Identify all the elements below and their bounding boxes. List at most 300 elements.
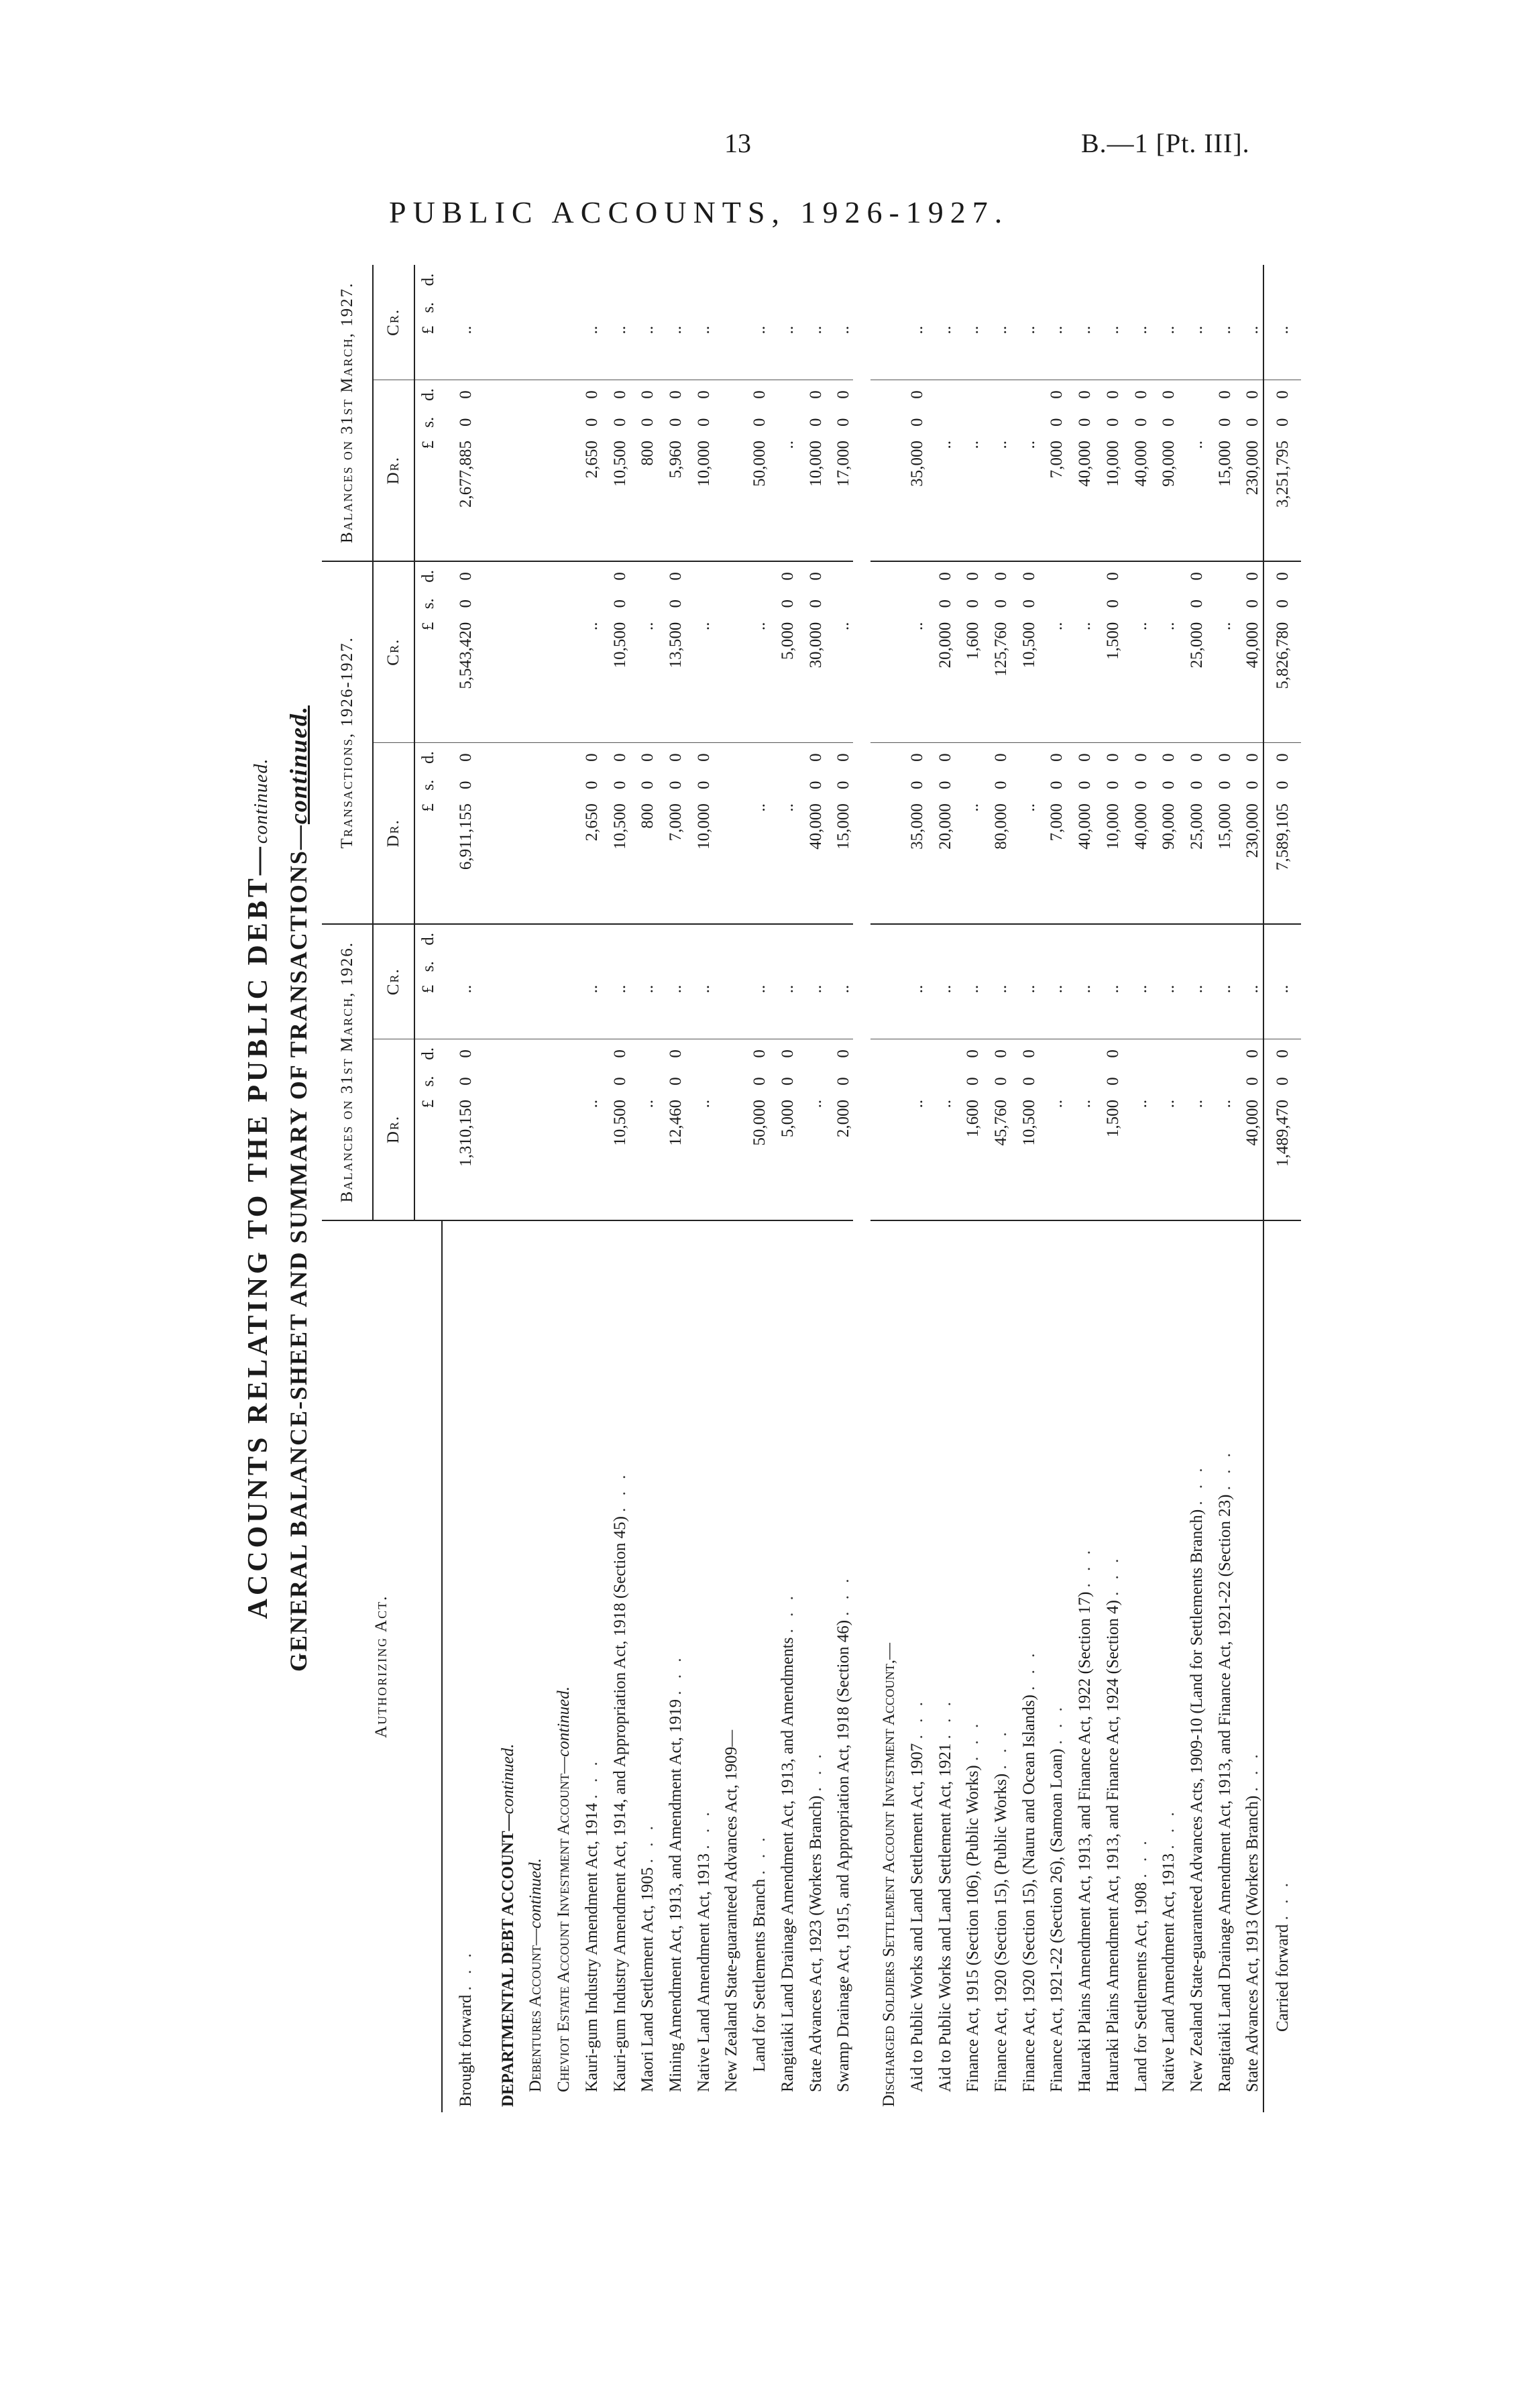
b27dr-pounds: .. <box>778 441 797 449</box>
b27cr-shillings <box>1151 294 1179 321</box>
trdr-pounds: 40,000 <box>1131 803 1150 850</box>
pence-unit: d. <box>414 1039 442 1068</box>
trcr-pounds: 5,000 <box>778 622 797 660</box>
b27dr-pounds: 50,000 <box>750 441 769 487</box>
trcr-pounds: 5,543,420 <box>456 622 475 689</box>
b26cr-shillings <box>602 954 630 980</box>
b27cr-shillings <box>442 294 490 321</box>
transactions-header: Transactions, 1926-1927. <box>322 561 373 924</box>
trdr-shillings <box>741 772 769 798</box>
act-cell <box>518 1220 546 2112</box>
trdr-pounds: 10,500 <box>610 803 629 850</box>
trcr-pounds: 10,500 <box>610 622 629 669</box>
trcr-shillings <box>826 591 854 617</box>
b27dr-shillings: 0 <box>667 418 685 426</box>
trcr-shillings: 0 <box>964 599 982 608</box>
trcr-pence <box>826 561 854 591</box>
act-cell <box>769 1220 797 2112</box>
b26cr-pounds: .. <box>1076 984 1094 994</box>
b26dr-shillings: 0 <box>610 1077 629 1086</box>
b26cr-shillings <box>518 954 546 980</box>
trdr-pence <box>714 742 742 772</box>
b27dr-pence <box>870 380 899 409</box>
b26dr-shillings <box>714 1068 742 1094</box>
dot-leader: . . . <box>778 1592 797 1633</box>
act-cell <box>1094 1220 1123 2112</box>
dot-leader: . . . <box>834 1574 853 1616</box>
trcr-shillings <box>1066 591 1094 617</box>
b27cr-pence <box>741 265 769 294</box>
pence-unit: d. <box>414 561 442 591</box>
dot-leader: . . . <box>1048 1703 1066 1745</box>
carried-forward-label: Carried forward <box>1273 1924 1292 2032</box>
b26cr-pounds <box>518 980 546 1039</box>
trcr-pence <box>1206 561 1235 591</box>
b27cr-shillings <box>1066 294 1094 321</box>
b26dr-total-pence: 0 <box>1263 1039 1301 1068</box>
b27dr-pounds: 10,000 <box>694 441 713 487</box>
dot-leader: . . . <box>1187 1464 1206 1505</box>
b27dr-shillings: 0 <box>806 418 825 426</box>
b27dr-pounds: 35,000 <box>907 441 926 487</box>
b27cr-pence <box>602 265 630 294</box>
b27cr-shillings <box>1206 294 1235 321</box>
trdr-pence <box>1011 742 1039 772</box>
trdr-pounds <box>545 798 573 924</box>
pence-unit: d. <box>419 273 437 286</box>
trdr-pounds: 230,000 <box>1243 803 1262 858</box>
b27cr-pence <box>573 265 602 294</box>
b27cr-pence <box>826 265 854 294</box>
dot-leader: . . . <box>964 1719 982 1762</box>
trdr-shillings: 0 <box>907 781 926 790</box>
b27cr-pounds: .. <box>1243 325 1262 335</box>
trcr-pence <box>685 561 714 591</box>
table-row <box>899 265 927 2112</box>
trcr-shillings <box>1123 591 1151 617</box>
b26dr-pounds: 40,000 <box>1243 1099 1262 1146</box>
total-row <box>1263 265 1301 2112</box>
trdr-shillings: 0 <box>1215 781 1234 790</box>
b27cr-shillings <box>545 294 573 321</box>
b27cr-pounds: .. <box>1019 325 1038 335</box>
b26dr-shillings: 0 <box>778 1077 797 1086</box>
b27dr-pence: 0 <box>1151 380 1179 409</box>
trcr-shillings <box>1206 591 1235 617</box>
b26cr-pence <box>982 924 1011 954</box>
b27cr-total-pounds: .. <box>1263 321 1301 380</box>
b27cr-pounds <box>714 321 742 380</box>
b26dr-pence <box>927 1039 955 1068</box>
act-name: Kauri-gum Industry Amendment Act, 1914, and Appropriation Act, 1918 (Section 45) <box>610 1516 629 2092</box>
table-row <box>1235 265 1263 2112</box>
trdr-shillings: 0 <box>834 781 853 790</box>
b27cr-shillings <box>518 294 546 321</box>
b27dr-pounds: 10,000 <box>1103 441 1122 487</box>
b26dr-pence: 0 <box>442 1039 490 1068</box>
b26cr-shillings <box>1094 954 1123 980</box>
b26cr-pence <box>826 924 854 954</box>
b27dr-pounds: 10,000 <box>806 441 825 487</box>
b27cr-pence <box>1011 265 1039 294</box>
b26dr-pounds: 10,500 <box>1019 1099 1038 1146</box>
b26dr-pence <box>1039 1039 1067 1068</box>
act-cell <box>955 1220 983 2112</box>
b27dr-shillings <box>490 409 518 435</box>
dot-leader: . . . <box>457 1949 475 1991</box>
b26cr-shillings <box>1011 954 1039 980</box>
b27cr-shillings <box>685 294 714 321</box>
act-cell <box>1039 1220 1067 2112</box>
trcr-shillings: 0 <box>1019 599 1038 608</box>
trcr-pounds: .. <box>1215 622 1234 631</box>
trdr-shillings: 0 <box>667 781 685 790</box>
trcr-pence <box>545 561 573 591</box>
trdr-pounds: 90,000 <box>1160 803 1178 850</box>
b27dr-pence: 0 <box>442 380 490 409</box>
b27cr-shillings <box>630 294 658 321</box>
trdr-total-shillings: 0 <box>1263 772 1301 798</box>
b27cr-shillings <box>1178 294 1206 321</box>
b27cr-pounds: .. <box>750 325 769 335</box>
b26dr-pence <box>630 1039 658 1068</box>
table-row <box>545 265 573 2112</box>
trdr-pence: 0 <box>982 742 1011 772</box>
b27dr-pounds: .. <box>964 441 982 449</box>
b26dr-shillings <box>1151 1068 1179 1094</box>
cr-header: Cr. <box>373 924 414 1039</box>
dot-leader: . . . <box>907 1698 926 1739</box>
trdr-pence: 0 <box>1151 742 1179 772</box>
b26dr-pounds: 1,600 <box>964 1099 982 1138</box>
trcr-pounds: .. <box>694 622 713 631</box>
b27cr-pence <box>1235 265 1263 294</box>
act-name: Rangitaiki Land Drainage Amendment Act, 1913, and Finance Act, 1921-22 (Section 23) <box>1215 1494 1234 2092</box>
b27dr-pounds: .. <box>991 441 1010 449</box>
pound-unit: £ <box>419 803 437 812</box>
trcr-pence <box>573 561 602 591</box>
b27dr-shillings: 0 <box>1160 418 1178 426</box>
trcr-shillings: 0 <box>456 599 475 608</box>
b27cr-pounds: .. <box>1187 325 1206 335</box>
b26dr-pounds: .. <box>694 1099 713 1108</box>
trcr-shillings <box>685 591 714 617</box>
b26cr-pence <box>573 924 602 954</box>
b27dr-pence <box>927 380 955 409</box>
b27dr-shillings <box>714 409 742 435</box>
b27cr-pence <box>927 265 955 294</box>
act-name: Finance Act, 1920 (Section 15), (Public Works) <box>991 1773 1010 2092</box>
act-name: Land for Settlements Branch <box>750 1878 769 2072</box>
b26cr-pounds: .. <box>1243 984 1262 994</box>
act-cell <box>714 1220 742 2112</box>
b27dr-pence: 0 <box>685 380 714 409</box>
b27cr-pence <box>1123 265 1151 294</box>
b26dr-pounds: 45,760 <box>991 1099 1010 1146</box>
b26dr-pounds: .. <box>936 1099 954 1108</box>
trcr-pence <box>490 561 518 591</box>
b26cr-pounds: .. <box>907 984 926 994</box>
b27dr-pence: 0 <box>1039 380 1067 409</box>
trcr-pounds <box>490 617 518 743</box>
b26cr-pounds: .. <box>456 984 475 994</box>
b26cr-pence <box>1039 924 1067 954</box>
b26dr-pounds: 5,000 <box>778 1099 797 1138</box>
trdr-pounds: 25,000 <box>1187 803 1206 850</box>
b27dr-pounds: 10,500 <box>610 441 629 487</box>
b27dr-pence <box>769 380 797 409</box>
sheet-subheading-text: GENERAL BALANCE-SHEET AND SUMMARY OF TRANSACTIONS— <box>285 824 312 1672</box>
b26cr-pounds: .. <box>778 984 797 994</box>
table-row <box>741 265 769 2112</box>
act-name: New Zealand State-guaranteed Advances Act, 1909— <box>722 1729 741 2092</box>
b27cr-pounds: .. <box>907 325 926 335</box>
trcr-pounds: .. <box>1048 622 1066 631</box>
act-cell <box>1263 1220 1301 2112</box>
act-cell <box>1123 1220 1151 2112</box>
trdr-total-pence: 0 <box>1263 742 1301 772</box>
dot-leader: . . . <box>750 1833 769 1875</box>
b26dr-shillings: 0 <box>834 1077 853 1086</box>
b27cr-pounds: .. <box>991 325 1010 335</box>
trcr-shillings: 0 <box>991 599 1010 608</box>
b26dr-shillings: 0 <box>1019 1077 1038 1086</box>
trdr-pence: 0 <box>826 742 854 772</box>
b26cr-shillings <box>630 954 658 980</box>
b27cr-pence <box>870 265 899 294</box>
b26dr-pounds: .. <box>907 1099 926 1108</box>
b26cr-pence <box>442 924 490 954</box>
b26dr-pence: 0 <box>741 1039 769 1068</box>
act-cell <box>899 1220 927 2112</box>
b27dr-shillings <box>955 409 983 435</box>
dot-leader: . . . <box>638 1822 657 1864</box>
b26cr-pence <box>545 924 573 954</box>
trcr-pounds: 1,600 <box>964 622 982 660</box>
b26cr-pence <box>602 924 630 954</box>
shilling-unit: s. <box>419 961 437 972</box>
trcr-pence: 0 <box>1178 561 1206 591</box>
b26cr-pence <box>1066 924 1094 954</box>
trcr-pence: 0 <box>1011 561 1039 591</box>
dr-header: Dr. <box>373 380 414 561</box>
b26cr-pounds <box>545 980 573 1039</box>
b26cr-pounds: .. <box>750 984 769 994</box>
act-cell <box>630 1220 658 2112</box>
b26dr-pence <box>1178 1039 1206 1068</box>
trcr-pence: 0 <box>982 561 1011 591</box>
b26dr-pence: 0 <box>1011 1039 1039 1068</box>
dot-leader: . . . <box>1131 1837 1150 1878</box>
b27dr-pounds: .. <box>1019 441 1038 449</box>
b26cr-pounds <box>490 980 518 1039</box>
b27dr-shillings: 0 <box>1103 418 1122 426</box>
act-continued: continued. <box>498 1743 517 1815</box>
pound-unit: £ <box>419 622 437 631</box>
ledger-table <box>322 265 1301 2112</box>
b26cr-shillings <box>1151 954 1179 980</box>
trdr-pounds: 2,650 <box>582 803 601 842</box>
trdr-pence: 0 <box>1094 742 1123 772</box>
act-cell <box>1011 1220 1039 2112</box>
act-name: Cheviot Estate Account Investment Account— <box>555 1756 573 2092</box>
b27cr-pounds: .. <box>778 325 797 335</box>
b27dr-pence: 0 <box>899 380 927 409</box>
b26cr-pence <box>1011 924 1039 954</box>
table-row <box>442 265 490 2112</box>
pound-unit: £ <box>419 441 437 449</box>
act-cell <box>927 1220 955 2112</box>
b26dr-total-shillings: 0 <box>1263 1068 1301 1094</box>
b26dr-pounds: .. <box>638 1099 657 1108</box>
trdr-shillings: 0 <box>638 781 657 790</box>
pence-unit: d. <box>414 380 442 409</box>
b27dr-shillings <box>870 409 899 435</box>
b26dr-shillings: 0 <box>750 1077 769 1086</box>
shilling-unit: s. <box>419 598 437 610</box>
act-name: Discharged Soldiers Settlement Account Investment Account,— <box>880 1642 899 2107</box>
b27dr-pence: 0 <box>573 380 602 409</box>
b27dr-pence: 0 <box>1206 380 1235 409</box>
trdr-shillings: 0 <box>936 781 954 790</box>
b26dr-shillings <box>545 1068 573 1094</box>
b27dr-shillings: 0 <box>1131 418 1150 426</box>
trcr-shillings <box>741 591 769 617</box>
b26cr-pounds: .. <box>694 984 713 994</box>
shilling-unit: s. <box>419 302 437 313</box>
b27dr-total-pounds: 3,251,795 <box>1263 435 1301 561</box>
act-cell <box>573 1220 602 2112</box>
trcr-shillings <box>899 591 927 617</box>
b26cr-pounds: .. <box>1019 984 1038 994</box>
sheet-heading-text: ACCOUNTS RELATING TO THE PUBLIC DEBT— <box>243 844 274 1619</box>
trdr-shillings <box>1011 772 1039 798</box>
b27dr-pence <box>982 380 1011 409</box>
b27dr-shillings: 0 <box>1076 418 1094 426</box>
trdr-pounds: 35,000 <box>907 803 926 850</box>
act-name: Hauraki Plains Amendment Act, 1913, and Finance Act, 1922 (Section 17) <box>1076 1591 1094 2092</box>
trdr-pounds <box>518 798 546 924</box>
trdr-pence: 0 <box>1066 742 1094 772</box>
b26dr-pence <box>797 1039 826 1068</box>
trdr-pence: 0 <box>1178 742 1206 772</box>
b27dr-shillings: 0 <box>694 418 713 426</box>
b27dr-shillings <box>1011 409 1039 435</box>
b27dr-pence <box>518 380 546 409</box>
trcr-pence <box>1039 561 1067 591</box>
b26cr-pence <box>797 924 826 954</box>
dot-leader: . . . <box>667 1654 685 1695</box>
b26dr-pence <box>1066 1039 1094 1068</box>
act-name: Maori Land Settlement Act, 1905 <box>638 1867 657 2092</box>
b26cr-pence <box>1235 924 1263 954</box>
b26cr-pounds: .. <box>610 984 629 994</box>
b26dr-pounds <box>518 1094 546 1220</box>
b27cr-shillings <box>870 294 899 321</box>
b27cr-pounds: .. <box>964 325 982 335</box>
trdr-shillings: 0 <box>1160 781 1178 790</box>
trdr-pence <box>741 742 769 772</box>
pence-unit: d. <box>414 924 442 954</box>
b26dr-shillings <box>490 1068 518 1094</box>
b27dr-pounds <box>490 435 518 561</box>
act-name: Mining Amendment Act, 1913, and Amendment Act, 1919 <box>667 1699 685 2092</box>
b27cr-pounds <box>518 321 546 380</box>
b26cr-pence <box>518 924 546 954</box>
b26cr-total-pounds: .. <box>1263 980 1301 1039</box>
b26dr-pounds: .. <box>1048 1099 1066 1108</box>
b27dr-total-pence: 0 <box>1263 380 1301 409</box>
b27cr-pence <box>1066 265 1094 294</box>
b27cr-shillings <box>1094 294 1123 321</box>
b26dr-pounds: .. <box>1187 1099 1206 1108</box>
b26dr-shillings: 0 <box>1103 1077 1122 1086</box>
act-name: Native Land Amendment Act, 1913 <box>1160 1853 1178 2092</box>
trcr-pounds <box>870 617 899 743</box>
b26dr-pounds: 2,000 <box>834 1099 853 1138</box>
table-row <box>714 265 742 2112</box>
header-row <box>322 265 373 2112</box>
trdr-pounds: 10,000 <box>1103 803 1122 850</box>
trcr-shillings: 0 <box>1187 599 1206 608</box>
b27dr-pence: 0 <box>797 380 826 409</box>
b26cr-pence <box>899 924 927 954</box>
b27cr-shillings <box>826 294 854 321</box>
b26dr-pence: 0 <box>602 1039 630 1068</box>
cr-header: Cr. <box>373 265 414 380</box>
b27dr-pence: 0 <box>1094 380 1123 409</box>
trdr-pence: 0 <box>899 742 927 772</box>
dot-leader: . . . <box>936 1698 954 1739</box>
b27cr-pounds: .. <box>610 325 629 335</box>
trcr-pence <box>870 561 899 591</box>
b26dr-pounds: .. <box>806 1099 825 1108</box>
b27cr-pounds <box>490 321 518 380</box>
trcr-pounds: 20,000 <box>936 622 954 669</box>
trdr-pounds <box>490 798 518 924</box>
act-cell <box>982 1220 1011 2112</box>
trcr-shillings: 0 <box>778 599 797 608</box>
table-row <box>1178 265 1206 2112</box>
b26cr-shillings <box>1039 954 1067 980</box>
b27cr-pounds: .. <box>667 325 685 335</box>
table-row <box>797 265 826 2112</box>
b27cr-pounds: .. <box>834 325 853 335</box>
b27cr-shillings <box>741 294 769 321</box>
b27cr-pence <box>518 265 546 294</box>
b27dr-pounds <box>870 435 899 561</box>
trdr-pence: 0 <box>442 742 490 772</box>
act-name: Brought forward <box>457 1994 475 2107</box>
b26cr-total-pence <box>1263 924 1301 954</box>
b26cr-pence <box>657 924 685 954</box>
b26dr-pounds <box>870 1094 899 1220</box>
b27cr-pence <box>1151 265 1179 294</box>
b27cr-pounds: .. <box>1160 325 1178 335</box>
b26cr-pence <box>630 924 658 954</box>
sheet-heading-continued: continued. <box>251 758 272 844</box>
b26dr-shillings <box>927 1068 955 1094</box>
trcr-total-pounds: 5,826,780 <box>1263 617 1301 743</box>
trcr-pence <box>630 561 658 591</box>
act-cell <box>826 1220 854 2112</box>
b27cr-pounds: .. <box>456 325 475 335</box>
b27cr-shillings <box>769 294 797 321</box>
trdr-shillings: 0 <box>582 781 601 790</box>
b27dr-shillings: 0 <box>750 418 769 426</box>
trcr-shillings: 0 <box>806 599 825 608</box>
dot-leader: . . . <box>1160 1808 1178 1849</box>
